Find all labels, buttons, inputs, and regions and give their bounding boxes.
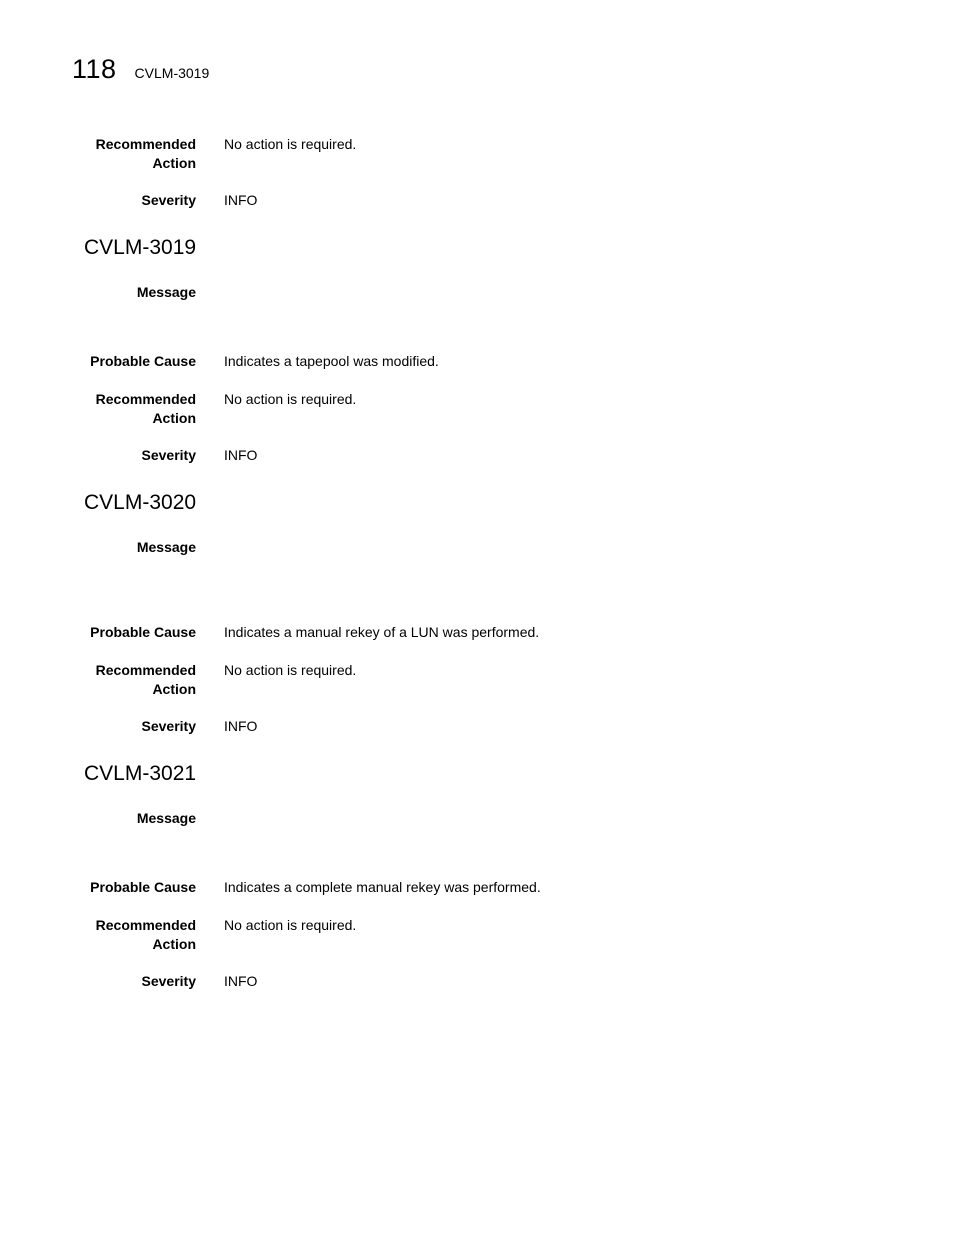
field-label: Message bbox=[136, 810, 196, 826]
field-value: No action is required. bbox=[224, 917, 357, 933]
field-label: Recommended Action bbox=[95, 662, 196, 697]
field-value: Indicates a manual rekey of a LUN was performed. bbox=[224, 624, 540, 640]
field-label: Probable Cause bbox=[90, 624, 196, 640]
field-value: No action is required. bbox=[224, 662, 357, 678]
field-value: Indicates a complete manual rekey was performed. bbox=[224, 879, 541, 895]
running-title: CVLM-3019 bbox=[134, 65, 210, 81]
field-label: Severity bbox=[141, 447, 196, 463]
field-label: Message bbox=[136, 284, 196, 300]
field-label: Recommended Action bbox=[95, 917, 196, 952]
page-header bbox=[72, 54, 209, 85]
field-label: Probable Cause bbox=[90, 353, 196, 369]
field-label: Severity bbox=[141, 718, 196, 734]
field-value: Indicates a tapepool was modified. bbox=[224, 353, 439, 369]
field-label: Severity bbox=[141, 973, 196, 989]
field-label: Recommended Action bbox=[95, 391, 196, 426]
section-heading: CVLM-3020 bbox=[84, 491, 197, 514]
field-value: INFO bbox=[224, 973, 258, 989]
field-value: No action is required. bbox=[224, 391, 357, 407]
page-number: 118 bbox=[72, 54, 117, 84]
field-label: Severity bbox=[141, 192, 196, 208]
field-label: Recommended Action bbox=[95, 136, 196, 171]
field-label: Probable Cause bbox=[90, 879, 196, 895]
field-label: Message bbox=[136, 539, 196, 555]
field-value: No action is required. bbox=[224, 136, 357, 152]
field-value: INFO bbox=[224, 447, 258, 463]
section-heading: CVLM-3021 bbox=[84, 762, 197, 785]
field-value: INFO bbox=[224, 192, 258, 208]
field-value: INFO bbox=[224, 718, 258, 734]
section-heading: CVLM-3019 bbox=[84, 236, 197, 259]
